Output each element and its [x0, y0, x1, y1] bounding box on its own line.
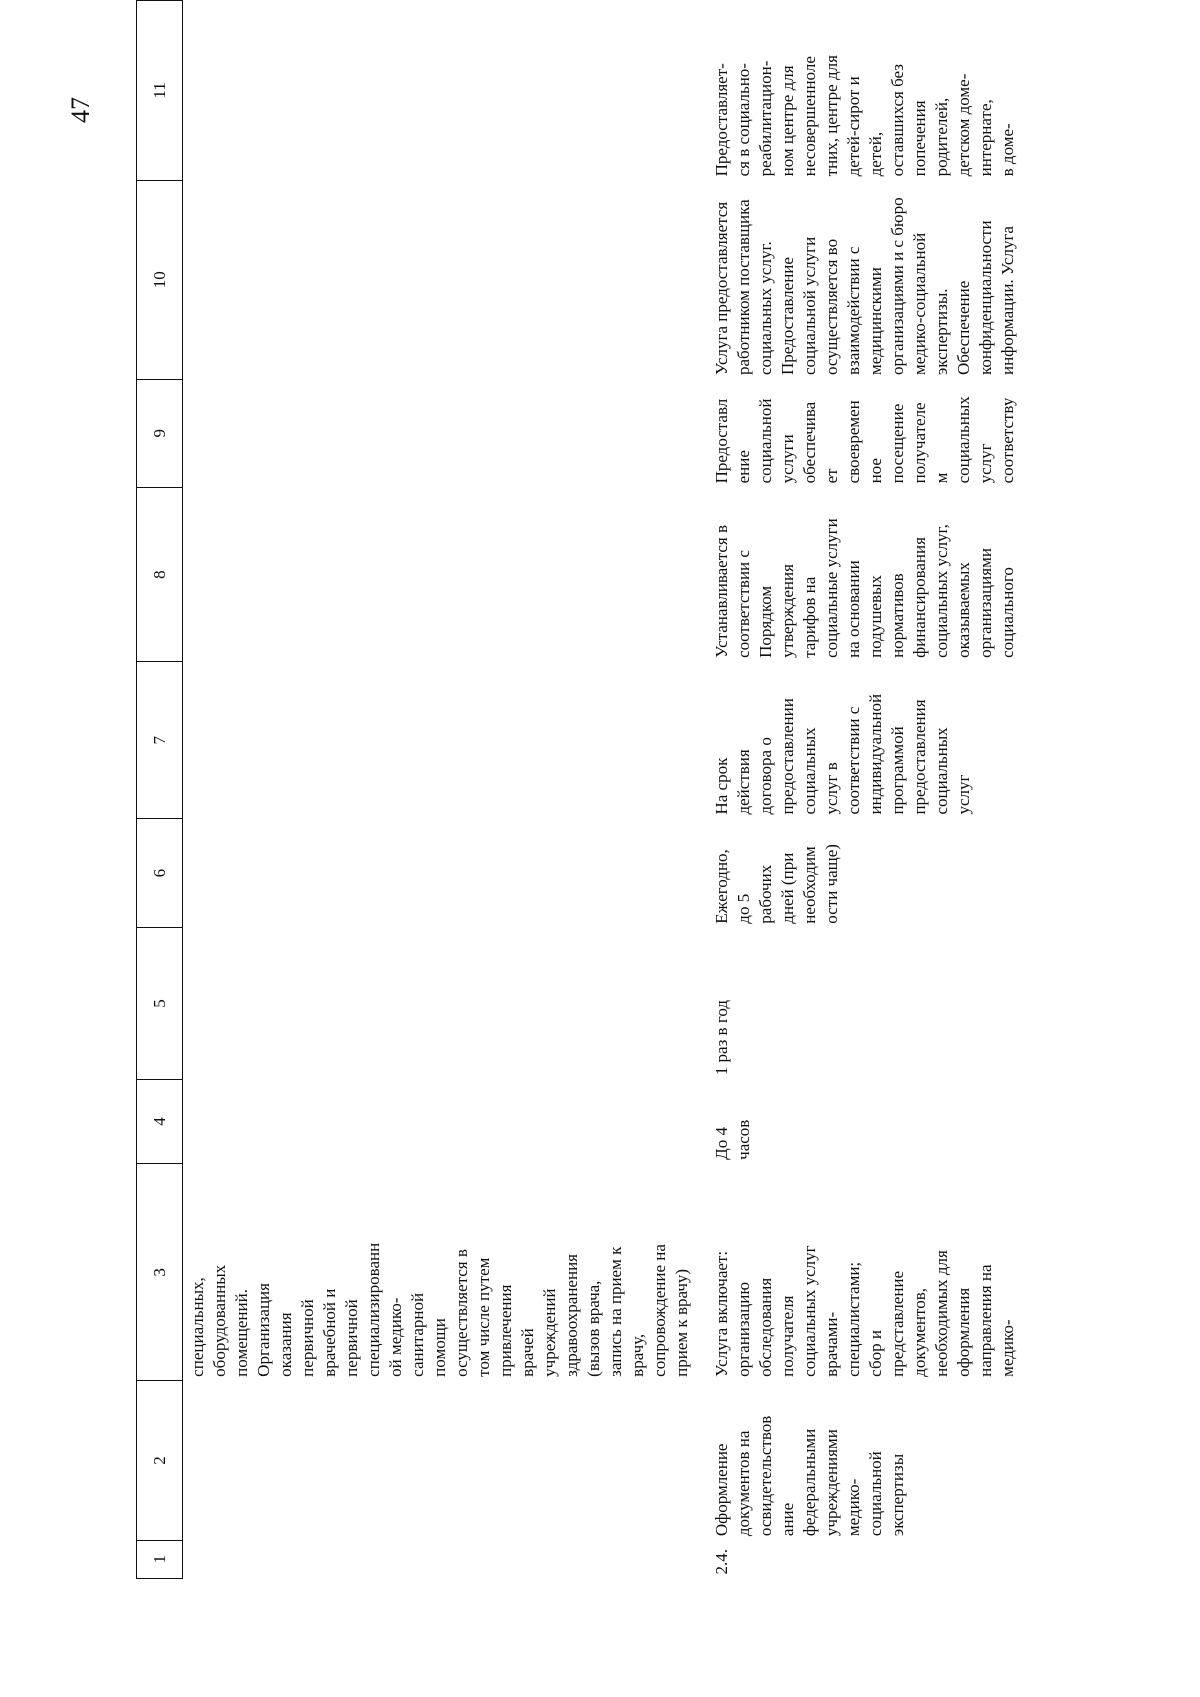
service-conditions: Услуга предоставляется работником поставщика социальных услуг. Предоставление социальной услуги осуществляется во взаимодействии с медицинскими организациями и с бюро медико-социальной экспертизы. Обеспечение конфиденциальности информации. Услуга — [712, 197, 1017, 376]
continuation-row — [183, 1, 694, 1579]
page-number: 47 — [66, 97, 95, 123]
cell-empty — [183, 662, 694, 819]
column-number-8: 8 — [137, 487, 183, 662]
services-table — [136, 0, 1019, 1579]
column-number-6: 6 — [137, 819, 183, 928]
column-number-7: 7 — [137, 662, 183, 819]
column-number-1: 1 — [137, 1540, 183, 1578]
column-number-11: 11 — [137, 1, 183, 181]
cell-empty — [183, 1, 694, 181]
column-number-10: 10 — [137, 180, 183, 379]
column-number-2: 2 — [137, 1381, 183, 1540]
service-description-continued: специальных, оборудованных помещений. Организация оказания первичной врачебной и первичной специализированн ой медико- санитарной помощи осуществляется в том числе путем привлечения врачей учреждений здравоохранения (вызов врача, запись на прием к врачу, сопровождение на прием к врачу) — [188, 1242, 691, 1377]
column-number-9: 9 — [137, 379, 183, 487]
service-frequency: 1 раз в год — [712, 999, 731, 1076]
service-duration: До 4 часов — [712, 1119, 753, 1160]
service-tariff: Устанавливается в соответствии с Порядком утверждения тарифов на социальные услуги на основании подушевых нормативов финансирования социальных услуг, оказываемых организациями социального — [712, 518, 1017, 658]
service-term: На срок действия договора о предоставлении социальных услуг в соответствии с индивидуальной программой предоставления социальных услуг — [712, 693, 973, 815]
cell-empty — [183, 1079, 694, 1164]
column-number-5: 5 — [137, 928, 183, 1080]
service-description: Услуга включает: организацию обследования получателя социальных услуг врачами- специалистами; сбор и представление документов, необходимых для оформления направления на медико- — [712, 1245, 1017, 1377]
cell-empty — [183, 487, 694, 662]
table-row-2-4 — [693, 1, 1019, 1579]
cell-empty — [183, 819, 694, 928]
service-timing: Ежегодно, до 5 рабочих дней (при необходим ости чаще) — [712, 844, 841, 924]
cell-empty — [183, 1381, 694, 1540]
cell-empty — [183, 928, 694, 1080]
service-quality-indicator: Предоставл ение социальной услуги обеспечива ет своевремен ное посещение получателе м социальных услуг соответству — [712, 396, 1017, 484]
service-provider-notes: Предоставляет- ся в социально- реабилитацион- ном центре для несовершенноле тних, центре для детей-сирот и детей, оставшихся без попечения родителей, детском доме- интернате, в доме- — [712, 55, 1017, 177]
column-number-4: 4 — [137, 1079, 183, 1164]
cell-empty — [183, 379, 694, 487]
cell-empty — [183, 180, 694, 379]
column-number-3: 3 — [137, 1164, 183, 1381]
service-name: Оформление документов на освидетельствов ание федеральными учреждениями медико- социальной экспертизы — [712, 1415, 907, 1537]
column-number-row — [137, 1, 183, 1579]
row-number: 2.4. — [712, 1549, 731, 1575]
cell-empty — [183, 1540, 694, 1578]
